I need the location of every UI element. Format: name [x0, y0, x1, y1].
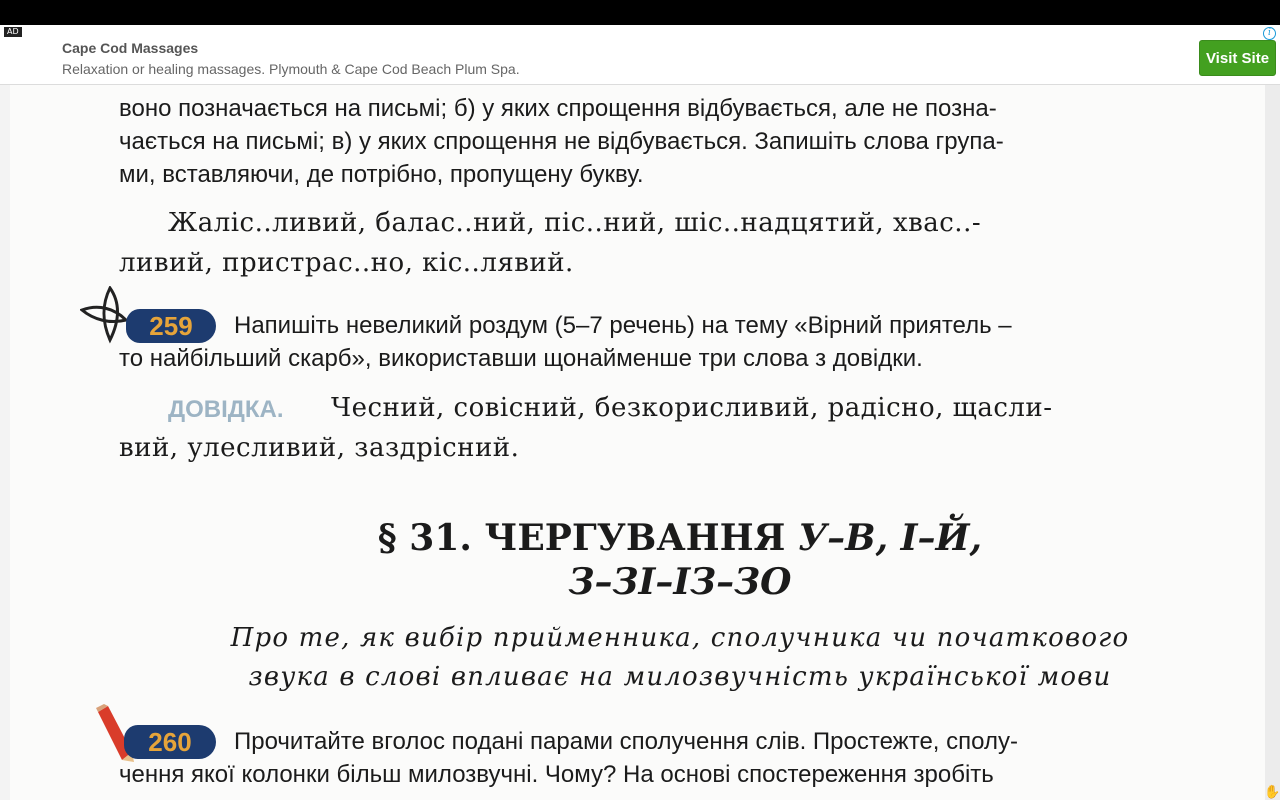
reference-label: ДОВІДКА. — [168, 396, 284, 423]
exercise-260-text: чення якої колонки більш милозвучні. Чому? На основі спостереження зробіть — [119, 761, 994, 788]
reference-words: Чесний, совісний, безкорисливий, радісно, щасли- — [331, 393, 1053, 423]
exercise-text-line: ми, вставляючи, де потрібно, пропущену букву. — [119, 161, 644, 188]
exercise-259-text: Напишіть невеликий роздум (5–7 речень) на тему «Вірний приятель – — [234, 312, 1012, 339]
ad-description[interactable]: Relaxation or healing massages. Plymouth & Cape Cod Beach Plum Spa. — [62, 61, 520, 77]
section-subtitle: звука в слові впливає на милозвучність української мови — [248, 662, 1112, 692]
page-edge — [1265, 85, 1280, 800]
ad-badge: AD — [4, 27, 22, 37]
exercise-text-line: воно позначається на письмі; б) у яких спрощення відбувається, але не позна- — [119, 95, 997, 122]
section-title-part: § 31. ЧЕРГУВАННЯ — [377, 517, 798, 559]
visit-site-button[interactable]: Visit Site — [1199, 40, 1276, 76]
reference-words: вий, улесливий, заздрісний. — [119, 433, 520, 463]
top-black-bar — [0, 0, 1280, 25]
section-title-line2: З–ЗІ–ІЗ–ЗО — [568, 561, 792, 603]
exercise-text-line: чається на письмі; в) у яких спрощення не відбувається. Запишіть слова група- — [119, 128, 1004, 155]
ad-banner[interactable] — [0, 25, 1280, 85]
section-subtitle: Про те, як вибір прийменника, сполучника чи початкового — [230, 623, 1130, 653]
info-icon[interactable]: i — [1263, 27, 1276, 40]
section-title — [0, 517, 1280, 559]
exercise-260-text: Прочитайте вголос подані парами сполучення слів. Простежте, сполу- — [234, 728, 1018, 755]
leaf-icon — [80, 286, 132, 344]
exercise-259-text: то найбільший скарб», використавши щонайменше три слова з довідки. — [119, 345, 923, 372]
exercise-number-badge: 259 — [126, 309, 216, 343]
hand-cursor-icon: ✋ — [1264, 784, 1280, 799]
ad-title[interactable]: Cape Cod Massages — [62, 40, 199, 56]
word-list-line: Жаліс..ливий, балас..ний, піс..ний, шіс..надцятий, хвас..- — [168, 208, 982, 238]
word-list-line: ливий, пристрас..но, кіс..лявий. — [119, 248, 574, 278]
exercise-number-badge: 260 — [124, 725, 216, 759]
section-title-part: У–В, І–Й, — [797, 517, 983, 559]
